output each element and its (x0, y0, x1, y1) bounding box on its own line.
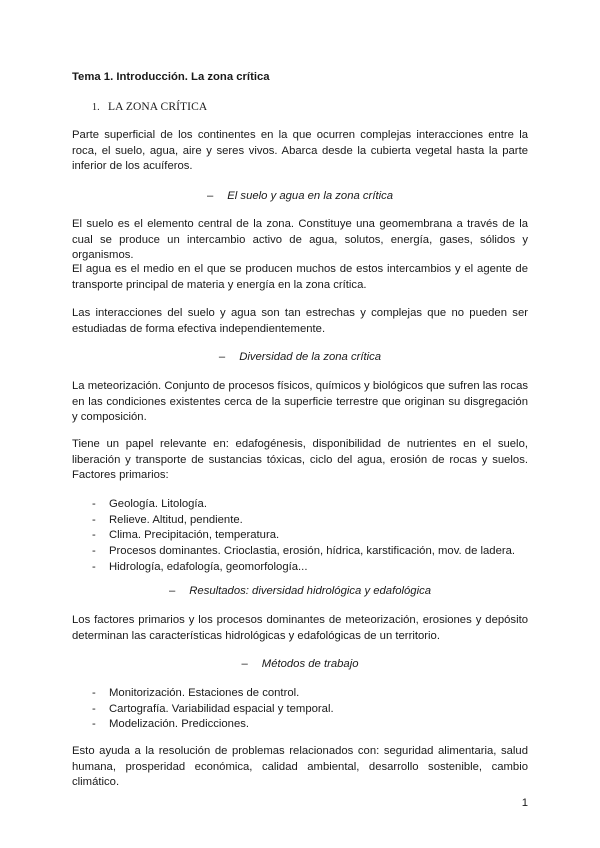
subheading-suelo-agua (72, 189, 528, 205)
list-item (92, 717, 532, 733)
list-bullet: - (92, 498, 96, 510)
list-bullet: - (92, 718, 96, 731)
list-item (92, 544, 532, 560)
list-item-text: Clima. Precipitación, temperatura. (109, 529, 280, 542)
subheading-dash: – (241, 658, 248, 670)
paragraph-final: Esto ayuda a la resolución de problemas relacionados con: seguridad alimentaria, salud humana, prosperidad económica, calidad ambiental, desarrollo sostenible, cambio climático. (72, 745, 528, 788)
list-item-text: Modelización. Predicciones. (109, 718, 250, 731)
list-bullet: - (92, 702, 96, 715)
list-item-text: Procesos dominantes. Crioclastia, erosión, hídrica, karstificación, mov. de ladera. (109, 545, 516, 558)
paragraph-meteorizacion: La meteorización. Conjunto de procesos físicos, químicos y biológicos que sufren las rocas en las condiciones existentes cerca de la superficie terrestre que originan su disgregación y composición. (72, 380, 528, 423)
paragraph-suelo: El suelo es el elemento central de la zona. Constituye una geomembrana a través de la cual se produce un intercambio activo de agua, solutos, energía, gases, sólidos y organismos. (72, 218, 528, 261)
factores-list (92, 497, 532, 575)
subheading-dash: – (206, 190, 214, 202)
document-title: Tema 1. Introducción. La zona crítica (72, 71, 270, 83)
list-item-text: Cartografía. Variabilidad espacial y temporal. (109, 702, 334, 715)
list-item-text: Monitorización. Estaciones de control. (109, 687, 300, 699)
list-bullet: - (92, 529, 96, 542)
list-item (92, 497, 532, 513)
paragraph-intro: Parte superficial de los continentes en la que ocurren complejas interacciones entre la roca, el suelo, agua, aire y seres vivos. Abarca desde la cubierta vegetal hasta la parte inferior de los acuíferos. (72, 129, 528, 172)
list-item-text: Hidrología, edafología, geomorfología... (109, 560, 308, 573)
list-item (92, 560, 532, 576)
list-item-text: Relieve. Altitud, pendiente. (109, 513, 243, 526)
subheading-resultados (72, 584, 528, 600)
subheading-text: Resultados: diversidad hidrológica y edafológica (189, 585, 432, 597)
paragraph-agua: El agua es el medio en el que se producen muchos de estos intercambios y el agente de transporte principal de materia y energía en la zona crítica. (72, 263, 528, 291)
list-bullet: - (92, 560, 96, 573)
subheading-diversidad (72, 350, 528, 366)
page-number: 1 (521, 797, 528, 809)
paragraph-resultados: Los factores primarios y los procesos dominantes de meteorización, erosiones y depósito determinan las características hidrológicas y edafológicas de un territorio. (72, 614, 528, 642)
list-item (92, 686, 532, 702)
subheading-text: Métodos de trabajo (261, 658, 359, 670)
paragraph-interacciones: Las interacciones del suelo y agua son tan estrechas y complejas que no pueden ser estudiadas de forma efectiva independientemente. (72, 307, 528, 335)
list-item-text: Geología. Litología. (109, 498, 207, 510)
list-item (92, 702, 532, 718)
list-item (92, 513, 532, 529)
metodos-list (92, 686, 532, 733)
list-item (92, 528, 532, 544)
subheading-dash: – (218, 351, 226, 363)
subheading-metodos (72, 657, 528, 673)
list-bullet: - (92, 545, 96, 558)
section-heading (92, 100, 548, 116)
subheading-dash: – (168, 585, 176, 597)
list-bullet: - (92, 687, 96, 699)
section-number: 1. (92, 102, 100, 113)
list-bullet: - (92, 513, 96, 526)
section-label: LA ZONA CRÍTICA (108, 101, 208, 113)
paragraph-papel: Tiene un papel relevante en: edafogénesis, disponibilidad de nutrientes en el suelo, liberación y transporte de sustancias tóxicas, ciclo del agua, erosión de rocas y suelos. Factores primarios: (72, 438, 528, 481)
subheading-text: El suelo y agua en la zona crítica (227, 190, 394, 202)
subheading-text: Diversidad de la zona crítica (239, 351, 382, 363)
